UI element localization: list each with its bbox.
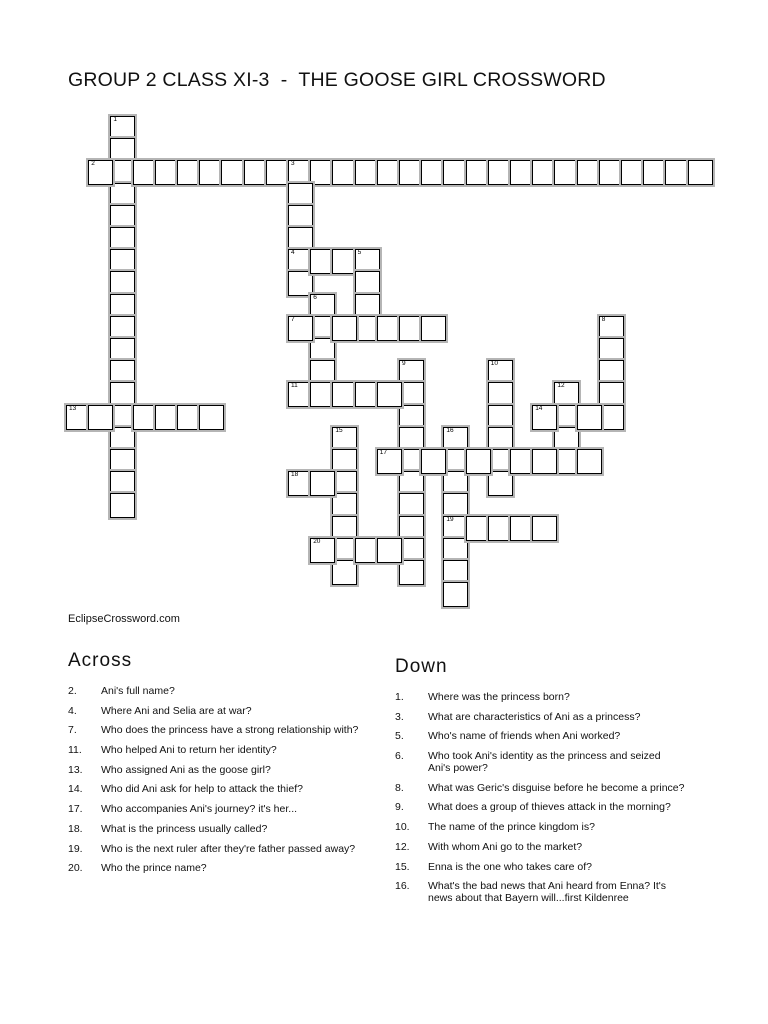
across-clue (68, 862, 368, 874)
grid-cell[interactable] (532, 516, 557, 541)
clue-number: 1. (395, 691, 404, 703)
grid-cell[interactable] (310, 538, 335, 563)
clue-number-label: 19 (446, 515, 454, 523)
down-clue (395, 782, 685, 794)
clue-number-label: 15 (335, 426, 343, 434)
clue-text: Ani's full name? (101, 685, 175, 697)
grid-cell[interactable] (332, 316, 357, 341)
down-clue-list (395, 691, 685, 912)
clue-text: Who took Ani's identity as the princess and seized Ani's power? (428, 750, 661, 775)
page-title: GROUP 2 CLASS XI-3 - THE GOOSE GIRL CROSSWORD (68, 69, 606, 91)
clue-number-label: 9 (402, 360, 406, 368)
down-clue (395, 861, 685, 873)
across-clue (68, 685, 368, 697)
grid-cell[interactable] (332, 560, 357, 585)
grid-cell[interactable] (399, 560, 424, 585)
clue-number-label: 6 (313, 293, 317, 301)
clue-number: 6. (395, 750, 404, 763)
down-clue (395, 750, 685, 774)
clue-text: What's the bad news that Ani heard from Enna? It's news about that Bayern will...first Kildenree (428, 880, 667, 905)
clue-number: 19. (68, 842, 83, 855)
grid-cell[interactable] (577, 449, 602, 474)
clue-number-label: 2 (91, 160, 95, 168)
grid-cell[interactable] (532, 405, 557, 430)
grid-cell[interactable] (532, 449, 557, 474)
clue-number-label: 5 (357, 249, 362, 257)
across-clue-list (68, 685, 368, 882)
down-heading: Down (395, 656, 448, 677)
down-clue (395, 730, 685, 742)
across-clue (68, 705, 368, 717)
grid-cell[interactable] (377, 538, 402, 563)
credit-text: EclipseCrossword.com (68, 613, 180, 625)
grid-cell[interactable] (310, 471, 335, 496)
grid-cell[interactable] (88, 160, 113, 185)
clue-text: Who accompanies Ani's journey? it's her... (101, 803, 298, 816)
across-clue (68, 744, 368, 756)
clue-number-label: 10 (490, 360, 499, 368)
clue-text: Where Ani and Selia are at war? (101, 704, 252, 717)
grid-cell[interactable] (421, 449, 446, 474)
clue-text: The name of the prince kingdom is? (428, 821, 595, 834)
clue-text: What does a group of thieves attack in the morning? (428, 801, 671, 814)
clue-number-label: 13 (69, 404, 77, 412)
across-heading: Across (68, 650, 133, 671)
across-clue (68, 823, 368, 835)
clue-text: Who helped Ani to return her identity? (101, 744, 277, 757)
clue-text: Who's name of friends when Ani worked? (428, 730, 621, 743)
grid-cell[interactable] (377, 449, 402, 474)
grid-cell[interactable] (199, 405, 224, 430)
grid-cell[interactable] (466, 449, 491, 474)
clue-number: 14. (68, 783, 83, 796)
clue-number-label: 14 (535, 404, 543, 412)
clue-text: Who assigned Ani as the goose girl? (101, 763, 271, 776)
clue-text: What are characteristics of Ani as a princess? (428, 710, 641, 723)
grid-cell[interactable] (88, 405, 113, 430)
clue-number: 9. (395, 801, 404, 814)
clue-number: 11. (68, 744, 82, 757)
grid-cell[interactable] (577, 405, 602, 430)
across-clue (68, 783, 368, 795)
clue-number: 20. (68, 862, 83, 875)
clue-text: Who did Ani ask for help to attack the thief? (101, 783, 303, 796)
clue-text: Enna is the one who takes care of? (428, 860, 593, 873)
down-clue (395, 841, 685, 853)
clue-number: 7. (68, 724, 77, 737)
clue-number: 5. (395, 730, 404, 743)
clue-number: 2. (68, 685, 77, 697)
clue-number-label: 20 (313, 537, 321, 545)
clue-number: 13. (68, 763, 83, 776)
clue-number-label: 3 (291, 160, 295, 168)
across-clue (68, 764, 368, 776)
clue-number: 15. (395, 860, 410, 873)
clue-number: 16. (395, 880, 410, 893)
clue-number-label: 8 (601, 315, 606, 323)
grid-cell[interactable] (488, 471, 513, 496)
clue-number: 12. (395, 840, 410, 853)
clue-text: Who does the princess have a strong relationship with? (101, 724, 359, 737)
clue-number: 4. (68, 704, 77, 717)
grid-cell[interactable] (110, 493, 135, 518)
grid-cell[interactable] (599, 405, 624, 430)
clue-number-label: 17 (379, 449, 388, 456)
grid-cell[interactable] (443, 582, 468, 607)
clue-number-label: 4 (291, 249, 295, 257)
clue-number-label: 7 (291, 315, 295, 323)
clue-number-label: 1 (113, 116, 118, 123)
grid-cell[interactable] (421, 316, 446, 341)
clue-number-label: 18 (291, 471, 299, 479)
across-clue (68, 843, 368, 855)
clue-number: 18. (68, 822, 83, 835)
down-clue (395, 880, 685, 904)
clue-number-label: 11 (291, 382, 298, 390)
clue-number: 8. (395, 781, 404, 794)
grid-cell[interactable] (688, 160, 713, 185)
clue-text: Who the prince name? (101, 862, 207, 875)
across-clue (68, 803, 368, 815)
clue-text: Who is the next ruler after they're father passed away? (101, 842, 356, 855)
clue-text: With whom Ani go to the market? (428, 840, 583, 853)
clue-number: 10. (395, 821, 410, 834)
down-clue (395, 691, 685, 703)
clue-text: What is the princess usually called? (101, 822, 268, 835)
clue-number: 17. (68, 803, 83, 816)
down-clue (395, 801, 685, 813)
clue-number-label: 16 (446, 426, 454, 434)
clue-text: What was Geric's disguise before he become a prince? (428, 781, 685, 794)
clue-number-label: 12 (557, 382, 565, 390)
clue-number: 3. (395, 710, 404, 723)
grid-cell[interactable] (288, 316, 313, 341)
clue-text: Where was the princess born? (428, 691, 570, 703)
grid-cell[interactable] (377, 382, 402, 407)
down-clue (395, 821, 685, 833)
across-clue (68, 724, 368, 736)
down-clue (395, 711, 685, 723)
